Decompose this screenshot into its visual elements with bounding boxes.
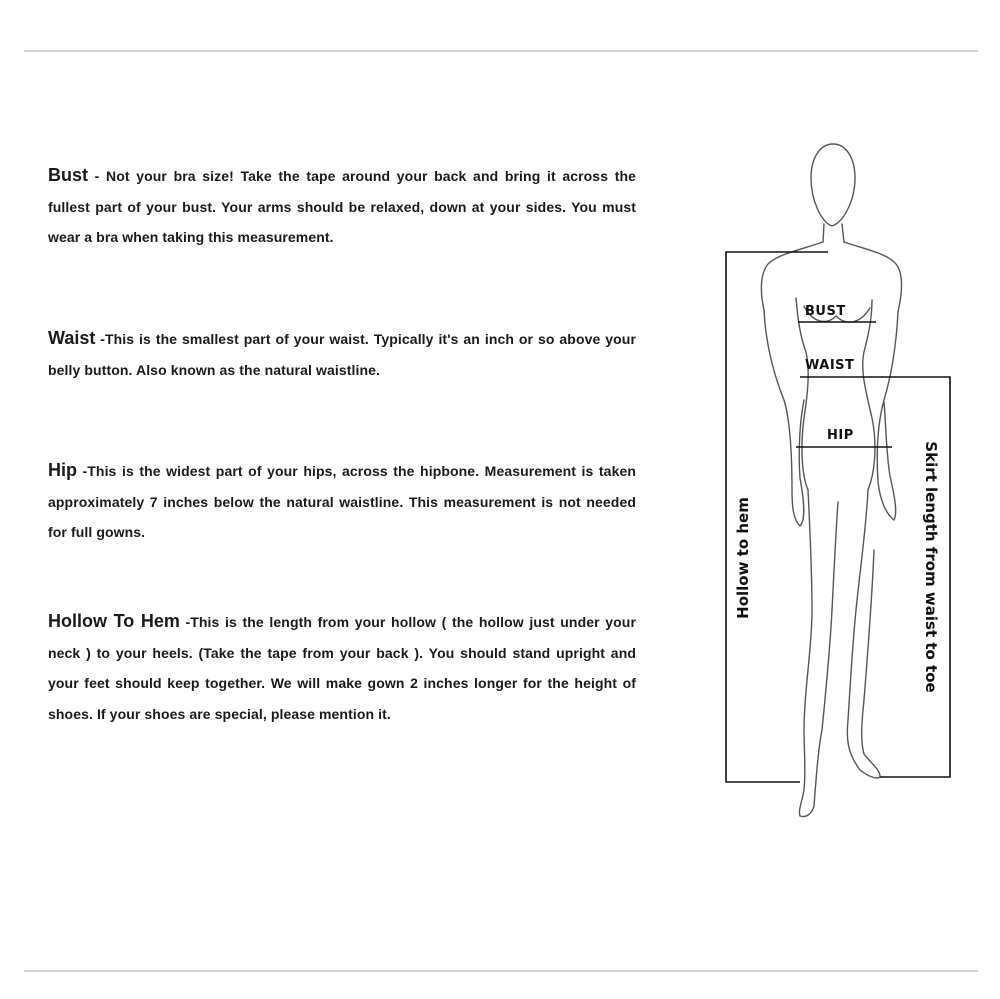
- hip-section: [48, 455, 636, 548]
- hollow-to-hem-paragraph: [48, 606, 636, 730]
- bust-term: Bust: [48, 165, 88, 185]
- bust-paragraph: [48, 160, 636, 253]
- hip-paragraph: [48, 455, 636, 548]
- hollow-to-hem-term: Hollow To Hem: [48, 611, 180, 631]
- hollow-to-hem-section: [48, 606, 636, 730]
- top-divider: [24, 50, 978, 52]
- hollow-to-hem-label: Hollow to hem: [734, 497, 752, 619]
- bust-section: [48, 160, 636, 253]
- bust-description: - Not your bra size! Take the tape around your back and bring it across the fullest part of your bust. Your arms should be relaxed, down at your sides. You must wear a bra when taking this measurement.: [48, 168, 636, 246]
- bottom-divider: [24, 970, 978, 972]
- waist-term: Waist: [48, 328, 96, 348]
- waist-paragraph: [48, 323, 636, 385]
- hip-term: Hip: [48, 460, 77, 480]
- bust-label: BUST: [805, 304, 846, 319]
- hip-label: HIP: [827, 428, 854, 443]
- hip-description: -This is the widest part of your hips, across the hipbone. Measurement is taken approximately 7 inches below the natural waistline. This measurement is not needed for full gowns.: [48, 463, 636, 541]
- hollow-to-hem-description: -This is the length from your hollow ( the hollow just under your neck ) to your heels. (Take the tape from your back ). You should stand upright and your feet should keep together. We will make gown 2 inches longer for the height of shoes. If your shoes are special, please mention it.: [48, 614, 636, 723]
- skirt-length-label: Skirt length from waist to toe: [922, 441, 940, 693]
- measurement-figure: [700, 130, 980, 850]
- waist-section: [48, 323, 636, 385]
- waist-description: -This is the smallest part of your waist. Typically it's an inch or so above your belly button. Also known as the natural waistline.: [48, 331, 636, 378]
- waist-label: WAIST: [805, 358, 855, 373]
